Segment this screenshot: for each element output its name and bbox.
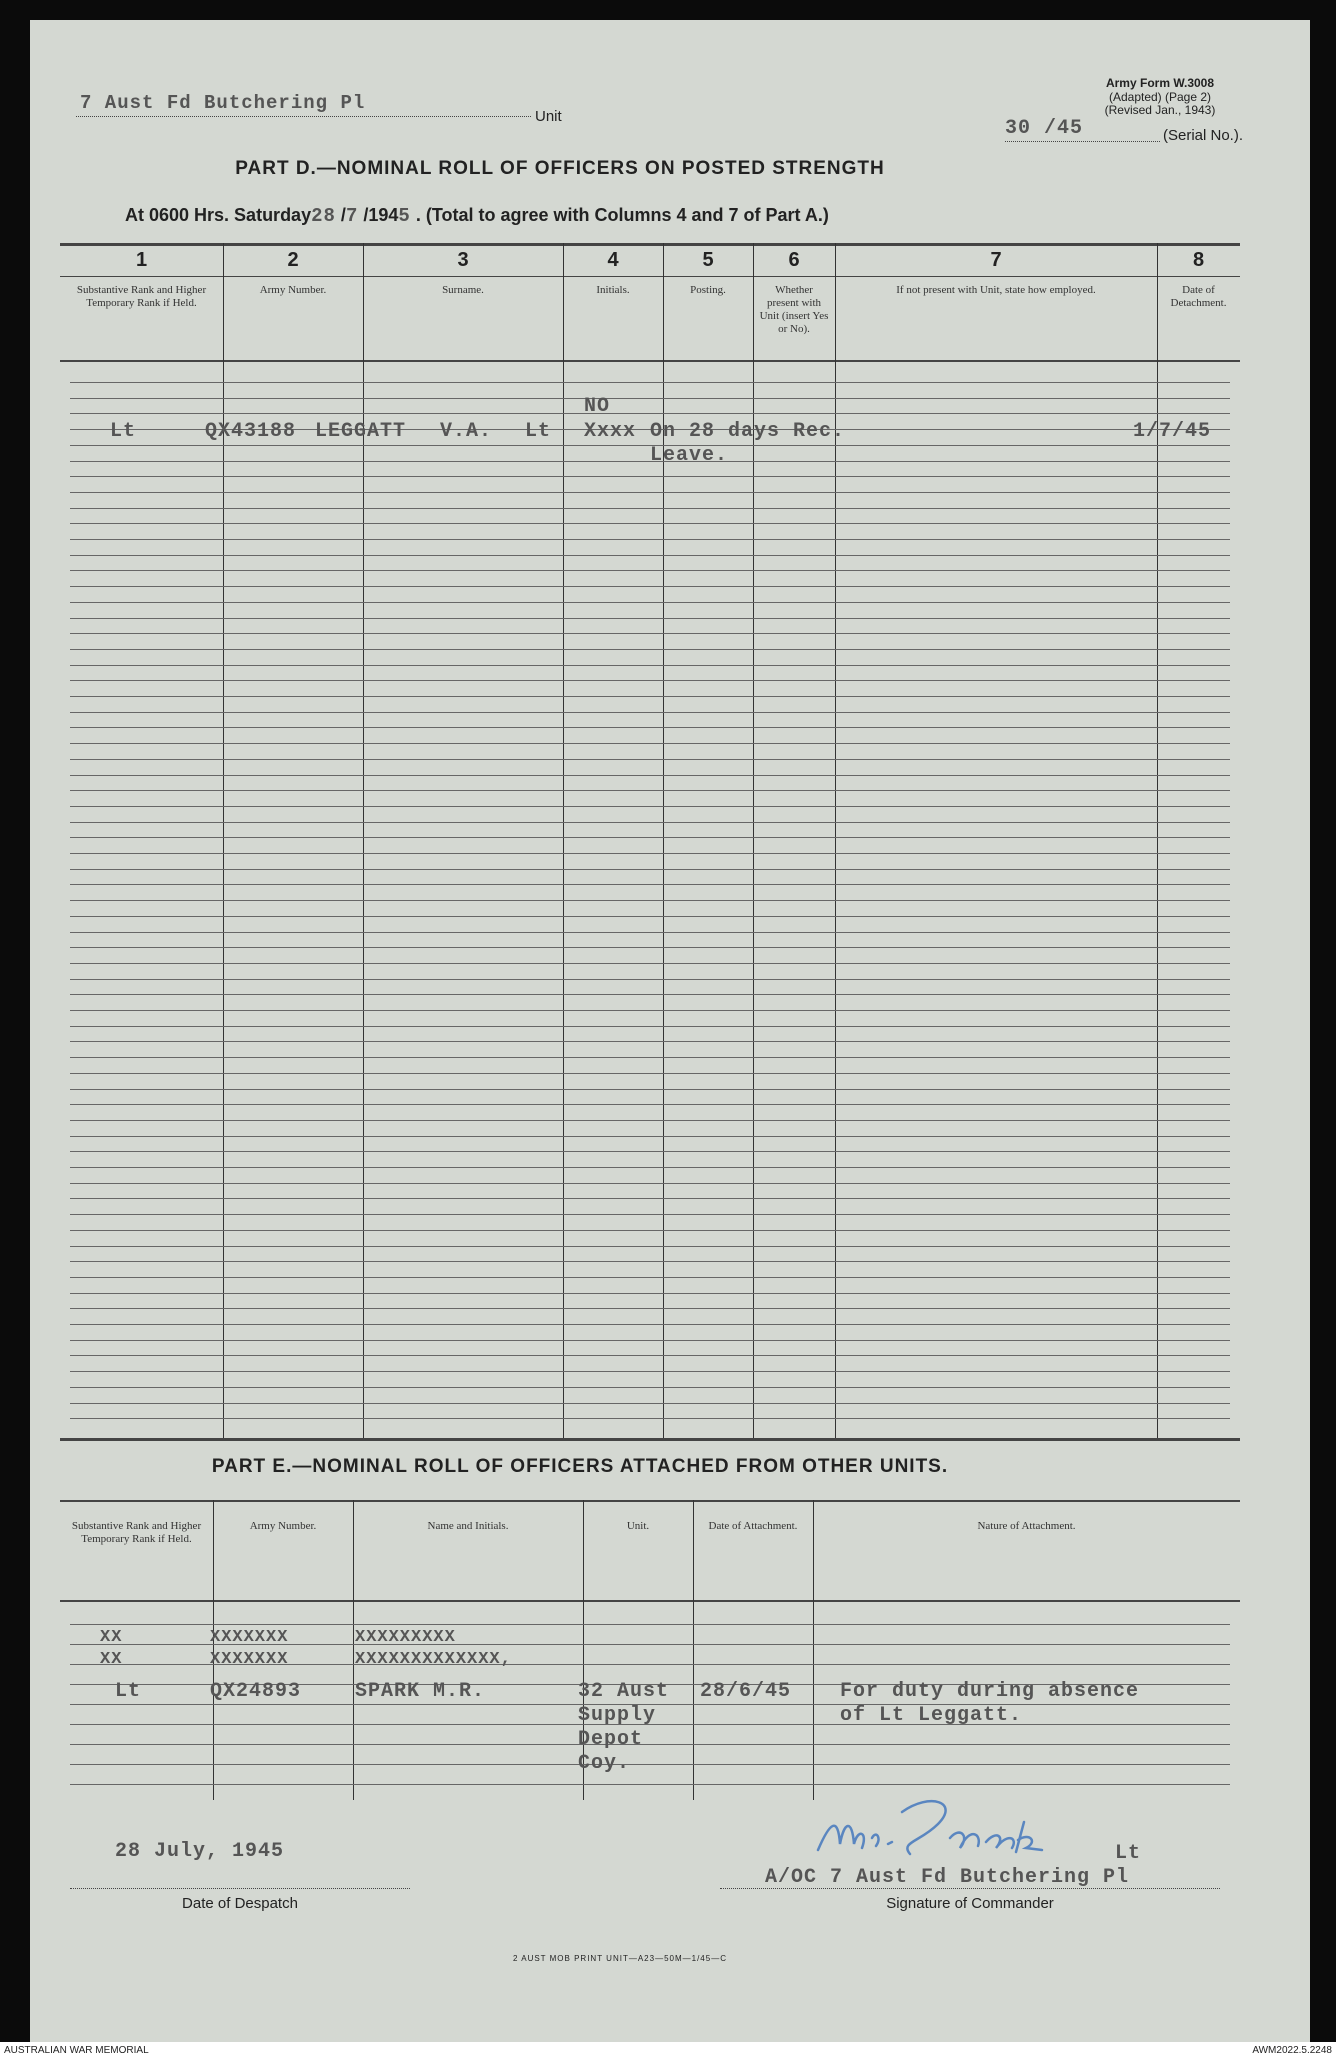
ruled-line — [70, 539, 1230, 540]
form-adapted: (Adapted) (Page 2) — [1108, 90, 1212, 104]
at-year-digit: 5 — [398, 205, 411, 227]
ruled-line — [70, 1214, 1230, 1215]
column-header: Substantive Rank and Higher Temporary Rank if Held. — [76, 284, 207, 309]
column-header: Surname. — [442, 284, 484, 296]
column-number: 7 — [990, 249, 1002, 271]
pd-army-no: QX43188 — [205, 420, 297, 443]
column-header: Date of Attachment. — [708, 1520, 798, 1532]
form-revised: (Revised Jan., 1943) — [1104, 103, 1216, 117]
ruled-line — [70, 1261, 1230, 1262]
ruled-line — [70, 555, 1230, 556]
ruled-line — [70, 900, 1230, 901]
sig-role: A/OC 7 Aust Fd Butchering Pl — [765, 1866, 1130, 1889]
ruled-line — [70, 618, 1230, 619]
unit-label: Unit — [535, 108, 562, 125]
ruled-line — [70, 1026, 1230, 1027]
ruled-line — [70, 1057, 1230, 1058]
ruled-line — [70, 1387, 1230, 1388]
column-number: 4 — [607, 249, 619, 271]
column-divider — [813, 1500, 814, 1800]
ruled-line — [70, 1010, 1230, 1011]
ruled-line — [70, 775, 1230, 776]
pe-rank: Lt — [115, 1680, 142, 1703]
column-header: Army Number. — [249, 1520, 317, 1532]
pe-unit-2: Supply — [578, 1704, 657, 1727]
column-header: If not present with Unit, state how employed. — [896, 284, 1096, 296]
column-number: 1 — [135, 249, 148, 271]
archive-footer — [0, 2042, 1336, 2061]
column-divider — [693, 1500, 694, 1800]
pe-struck-name-2: XXXXXXXXXXXXX, — [355, 1650, 512, 1669]
column-divider — [353, 1500, 354, 1800]
column-header: Name and Initials. — [427, 1520, 509, 1532]
column-number-rule — [60, 276, 1240, 277]
pd-present-top: NO — [584, 395, 611, 418]
at-suffix: . (Total to agree with Columns 4 and 7 of Part A.) — [415, 205, 829, 225]
pd-present: Xxxx — [584, 420, 637, 443]
unit-dotline — [76, 116, 531, 117]
pe-nature-2: of Lt Leggatt. — [840, 1704, 1023, 1727]
ruled-line — [70, 947, 1230, 948]
table-top-rule — [60, 243, 1240, 246]
archive-right: AWM2022.5.2248 — [1252, 2045, 1332, 2056]
sig-rank: Lt — [1115, 1842, 1142, 1865]
ruled-line — [70, 1230, 1230, 1231]
column-number: 8 — [1192, 249, 1205, 271]
pe-struck-rank-2: XX — [100, 1650, 123, 1669]
serial-label: (Serial No.). — [1163, 127, 1244, 144]
column-header: Unit. — [626, 1520, 650, 1532]
pd-surname: LEGGATT — [315, 420, 407, 443]
column-header: Nature of Attachment. — [977, 1520, 1076, 1532]
table-bottom-rule — [60, 1438, 1240, 1441]
column-header: Army Number. — [259, 284, 327, 296]
column-header: Initials. — [596, 284, 630, 296]
ruled-line — [70, 869, 1230, 870]
printer-imprint: 2 AUST MOB PRINT UNIT—A23—50M—1/45—C — [513, 1954, 727, 1963]
ruled-line — [70, 602, 1230, 603]
header-rule — [60, 1600, 1240, 1602]
pe-unit-1: 32 Aust — [578, 1680, 670, 1703]
ruled-line — [70, 1277, 1230, 1278]
ruled-line — [70, 790, 1230, 791]
ruled-line — [70, 1104, 1230, 1105]
ruled-line — [70, 806, 1230, 807]
ruled-line — [70, 727, 1230, 728]
ruled-line — [70, 1151, 1230, 1152]
ruled-line — [70, 476, 1230, 477]
part-d-date-line — [125, 205, 829, 227]
ruled-line — [70, 1355, 1230, 1356]
archive-left: AUSTRALIAN WAR MEMORIAL — [4, 2045, 149, 2056]
ruled-line — [70, 1324, 1230, 1325]
pe-name: SPARK M.R. — [355, 1680, 486, 1703]
ruled-line — [70, 759, 1230, 760]
table-top-rule — [60, 1500, 1240, 1502]
ruled-line — [70, 1624, 1230, 1625]
ruled-line — [70, 1246, 1230, 1247]
ruled-line — [70, 413, 1230, 414]
ruled-line — [70, 665, 1230, 666]
pe-struck-name-1: XXXXXXXXX — [355, 1628, 456, 1647]
at-year-prefix: /194 — [363, 205, 399, 225]
ruled-line — [70, 492, 1230, 493]
pd-employed-2: Leave. — [650, 444, 729, 467]
column-number: 2 — [287, 249, 299, 271]
column-header: Whether present with Unit (insert Yes or No). — [759, 284, 829, 335]
ruled-line — [70, 1764, 1230, 1765]
pe-struck-army-2: XXXXXXX — [210, 1650, 289, 1669]
despatch-dotline — [70, 1888, 410, 1889]
ruled-line — [70, 1073, 1230, 1074]
ruled-line — [70, 853, 1230, 854]
pd-employed-1: On 28 days Rec. — [650, 420, 846, 443]
signature-dotline — [720, 1888, 1220, 1889]
ruled-line — [70, 1041, 1230, 1042]
column-divider — [563, 243, 564, 1438]
form-paper — [30, 20, 1310, 2042]
ruled-line — [70, 1136, 1230, 1137]
ruled-line — [70, 884, 1230, 885]
column-number: 5 — [702, 249, 714, 271]
at-prefix: At 0600 Hrs. Saturday — [125, 205, 312, 225]
pe-struck-army-1: XXXXXXX — [210, 1628, 289, 1647]
signature-image — [810, 1782, 1130, 1872]
column-header: Date of Detachment. — [1170, 284, 1227, 309]
part-d-title: PART D.—NOMINAL ROLL OF OFFICERS ON POSTED STRENGTH — [235, 158, 885, 179]
ruled-line — [70, 837, 1230, 838]
pd-posting: Lt — [525, 420, 552, 443]
pd-rank: Lt — [110, 420, 137, 443]
ruled-line — [70, 1089, 1230, 1090]
ruled-line — [70, 1744, 1230, 1745]
pe-attach-date: 28/6/45 — [700, 1680, 792, 1703]
pe-unit-4: Coy. — [578, 1752, 631, 1775]
pe-nature-1: For duty during absence — [840, 1680, 1140, 1703]
ruled-line — [70, 932, 1230, 933]
ruled-line — [70, 696, 1230, 697]
ruled-line — [70, 633, 1230, 634]
ruled-line — [70, 1403, 1230, 1404]
ruled-line — [70, 508, 1230, 509]
column-header: Posting. — [690, 284, 726, 296]
ruled-line — [70, 382, 1230, 383]
at-day: 28 — [311, 205, 336, 227]
ruled-line — [70, 586, 1230, 587]
ruled-line — [70, 916, 1230, 917]
part-e-title: PART E.—NOMINAL ROLL OF OFFICERS ATTACHED FROM OTHER UNITS. — [211, 1456, 949, 1477]
pe-army-no: QX24893 — [210, 1680, 302, 1703]
ruled-line — [70, 680, 1230, 681]
despatch-date: 28 July, 1945 — [115, 1840, 285, 1863]
ruled-line — [70, 822, 1230, 823]
header-rule — [60, 360, 1240, 362]
ruled-line — [70, 1167, 1230, 1168]
column-header: Substantive Rank and Higher Temporary Rank if Held. — [71, 1520, 202, 1545]
ruled-line — [70, 1418, 1230, 1419]
unit-typed: 7 Aust Fd Butchering Pl — [80, 92, 366, 114]
ruled-line — [70, 1183, 1230, 1184]
column-number: 6 — [788, 249, 800, 271]
ruled-line — [70, 1120, 1230, 1121]
ruled-line — [70, 523, 1230, 524]
ruled-line — [70, 1198, 1230, 1199]
at-month: 7 — [345, 205, 359, 227]
column-number: 3 — [457, 249, 469, 271]
ruled-line — [70, 1308, 1230, 1309]
despatch-label: Date of Despatch — [182, 1895, 298, 1912]
serial-dotline — [1005, 141, 1160, 142]
ruled-line — [70, 1293, 1230, 1294]
signature-label: Signature of Commander — [886, 1895, 1054, 1912]
pd-detach-date: 1/7/45 — [1133, 420, 1212, 443]
serial-typed: 30 /45 — [1005, 117, 1084, 140]
at-sep: / — [340, 205, 346, 225]
ruled-line — [70, 649, 1230, 650]
ruled-line — [70, 963, 1230, 964]
ruled-line — [70, 398, 1230, 399]
ruled-line — [70, 743, 1230, 744]
pd-initials: V.A. — [440, 420, 493, 443]
ruled-line — [70, 570, 1230, 571]
form-number: Army Form W.3008 — [1105, 76, 1215, 90]
ruled-line — [70, 1371, 1230, 1372]
pe-unit-3: Depot — [578, 1728, 644, 1751]
pe-struck-rank-1: XX — [100, 1628, 123, 1647]
ruled-line — [70, 1340, 1230, 1341]
ruled-line — [70, 994, 1230, 995]
ruled-line — [70, 979, 1230, 980]
ruled-line — [70, 712, 1230, 713]
